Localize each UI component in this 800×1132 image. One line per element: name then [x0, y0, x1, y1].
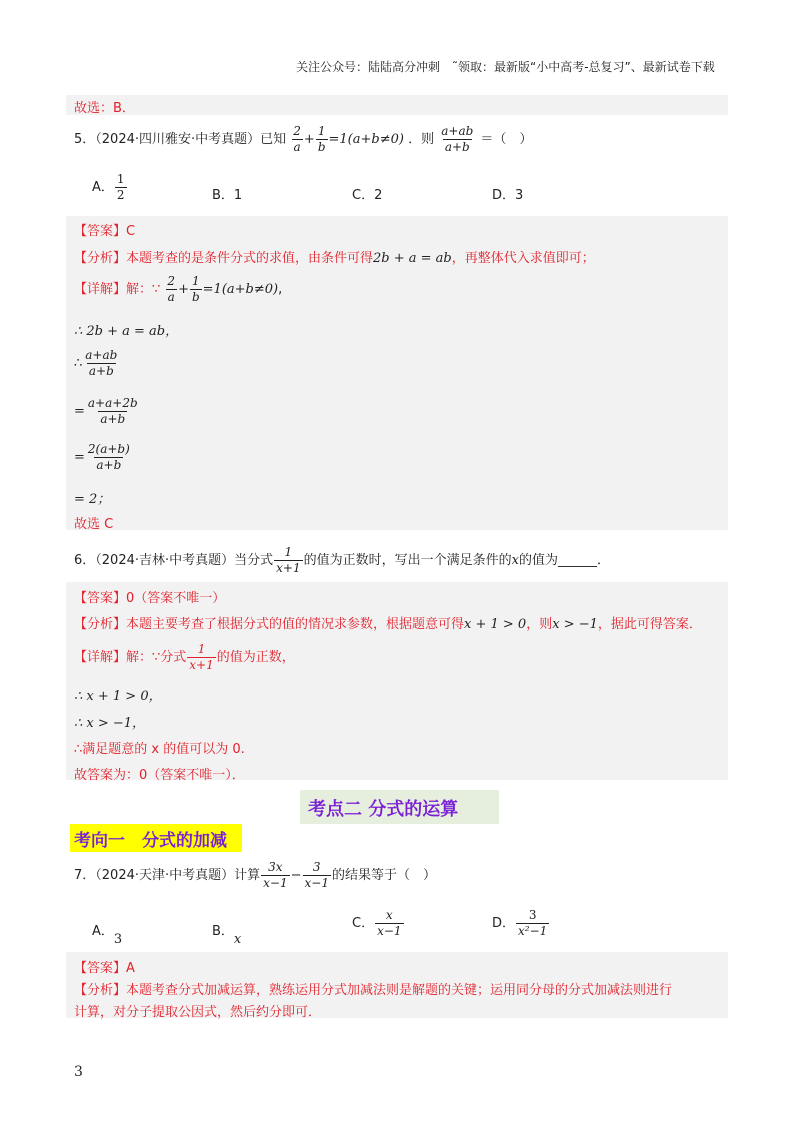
q7-option-d: D． $\frac{3}{\text{x²−1}}$ [492, 908, 548, 938]
q5-option-a: A． $\frac{1}{2}$ [92, 172, 125, 202]
q6-conclusion: 故答案为：0（答案不唯一）． [74, 768, 245, 783]
prev-answer: 故选：B． [74, 101, 135, 116]
q5-detail: 【详解】解：∵ $\frac{2}{a}$ + $\frac{1}{b}$ =1(a+b≠0), [74, 274, 283, 304]
q5-option-c: C．2 [352, 188, 383, 203]
q6-step2: ∴ x > −1， [74, 716, 146, 731]
q7-option-a: A．3 [92, 924, 123, 947]
q5-step1: ∴ 2b + a = ab， [74, 324, 179, 339]
prev-answer-box [66, 95, 728, 115]
q6-step1: ∴ x + 1 > 0， [74, 689, 162, 704]
q7-analysis-line1: 【分析】本题考查分式加减运算，熟练运用分式加减法则是解题的关键；运用同分母的分式加减法则进行 [74, 983, 673, 998]
section-title: 考点二 分式的运算 [308, 799, 459, 820]
q7-option-c: C． $\frac{x}{x-1}$ [352, 908, 402, 938]
q5-step5: = 2； [74, 492, 111, 507]
page-header: 关注公众号：陆陆高分冲刺 ˜领取：最新版“小中高考-总复习”、最新试卷下载 [296, 60, 715, 74]
q6-analysis: 【分析】本题主要考查了根据分式的值的情况求参数，根据题意可得x + 1 > 0，则x > −1，据此可得答案． [74, 617, 702, 632]
q5-step2: ∴ $\frac{a+ab}{a+b}$ [74, 348, 118, 378]
q5-option-b: B．1 [212, 188, 243, 203]
q6-detail: 【详解】解：∵分式 $\frac{1}{x+1}$ 的值为正数， [74, 642, 295, 672]
q6-stem: 6．（2024·吉林·中考真题）当分式 $\frac{1}{x+1}$ 的值为正数时，写出一个满足条件的x的值为______． [74, 545, 610, 575]
q6-answer: 【答案】0（答案不唯一） [74, 591, 226, 606]
subsection-title: 考向一 分式的加减 [74, 831, 227, 851]
q6-step3: ∴满足题意的 x 的值可以为 0. [74, 742, 245, 757]
q5-answer: 【答案】C [74, 224, 136, 239]
q5-step4: = $\frac{2(a+b)}{a+b}$ [74, 442, 130, 472]
q7-option-b: B．x [212, 924, 242, 947]
page-number: 3 [74, 1064, 83, 1080]
q7-analysis-line2: 计算，对分子提取公因式，然后约分即可． [74, 1005, 322, 1020]
q5-conclusion: 故选 C [74, 517, 114, 532]
q7-answer: 【答案】A [74, 961, 135, 976]
q5-stem: 5．（2024·四川雅安·中考真题）已知 $\frac{2}{a}$ + $\frac{1}{b}$ =1(a+b≠0) ．则 $\frac{a+ab}{a+b}$ ＝（ ） [74, 124, 533, 154]
q5-analysis: 【分析】本题考查的是条件分式的求值，由条件可得2b + a = ab，再整体代入求值即可； [74, 251, 595, 266]
q5-option-d: D．3 [492, 188, 524, 203]
q7-stem: 7．（2024·天津·中考真题）计算 $\frac{3x}{x-1}$ − $\frac{3}{x-1}$ 的结果等于（ ） [74, 860, 436, 890]
q5-step3: = $\frac{a+a+2b}{a+b}$ [74, 396, 138, 426]
